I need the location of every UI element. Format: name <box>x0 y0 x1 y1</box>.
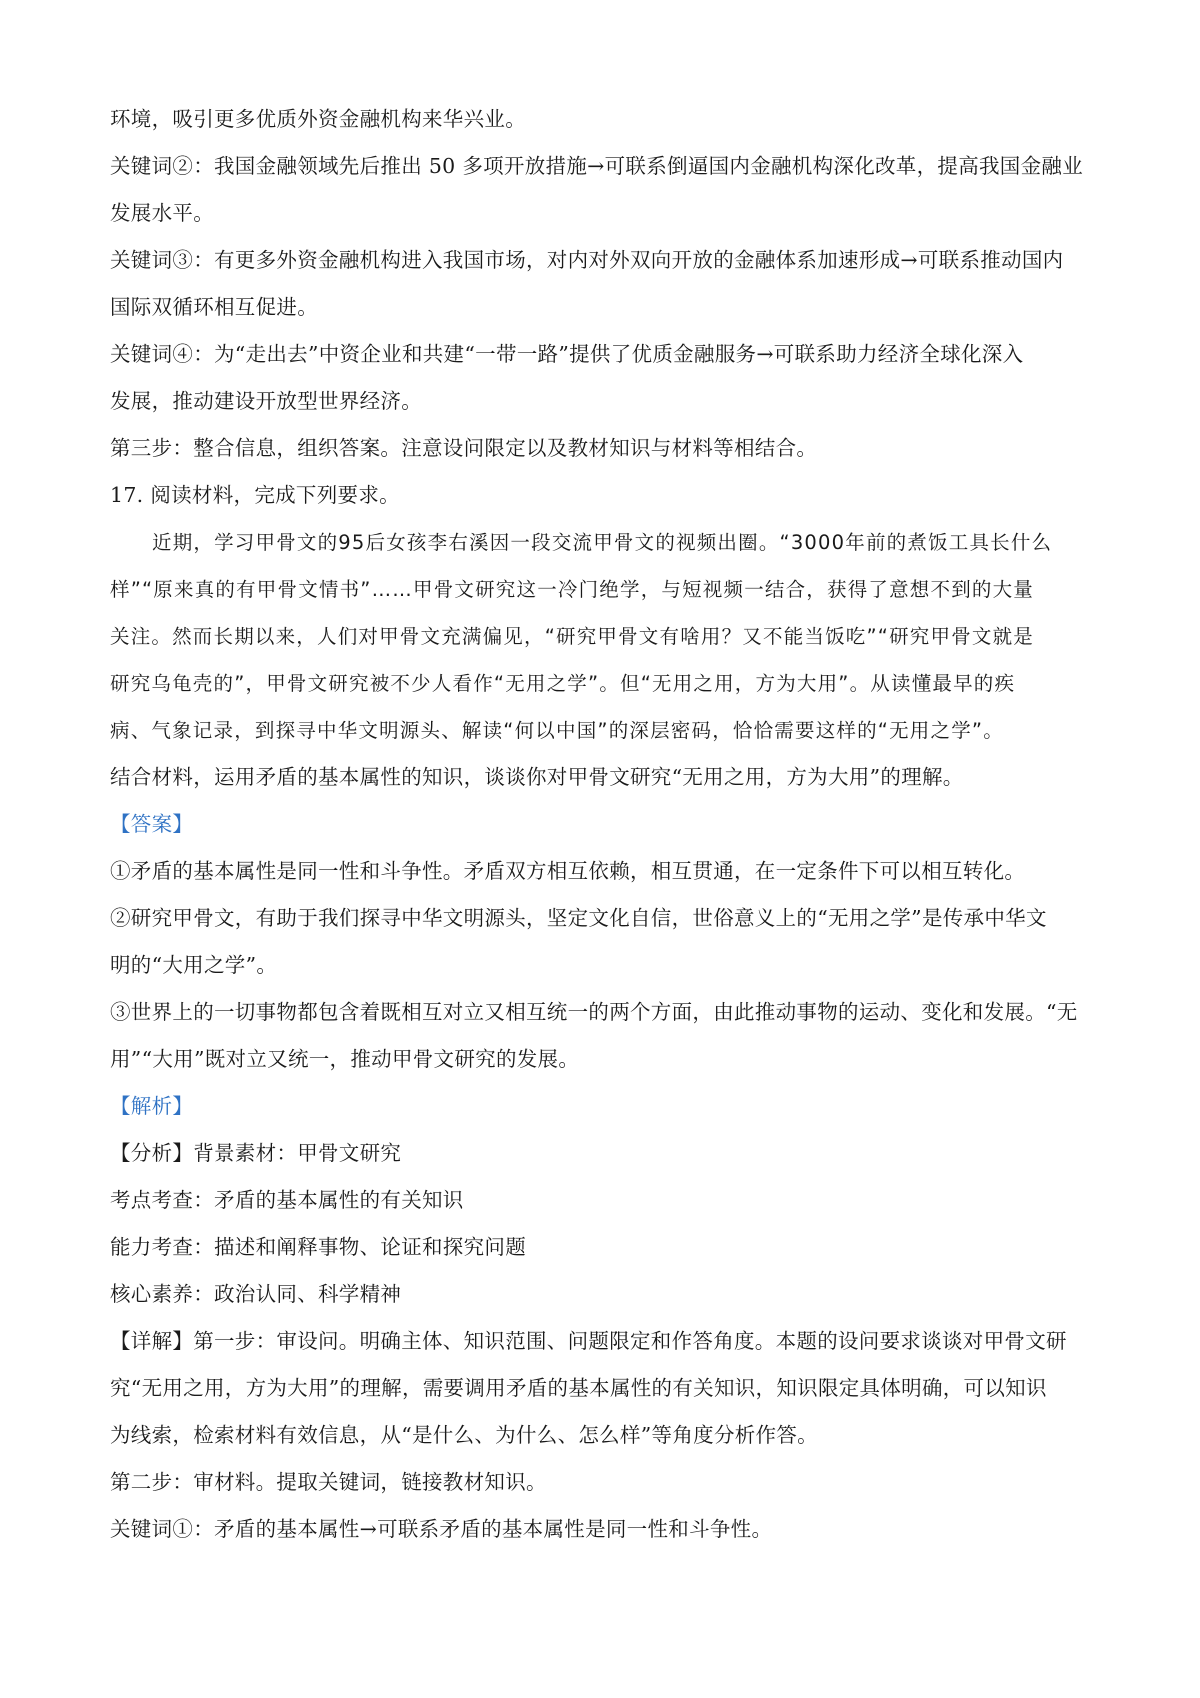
answer-line: 用”“大用”既对立又统一，推动甲骨文研究的发展。 <box>110 1047 580 1071</box>
document-page <box>110 96 1100 1553</box>
answer-line: ①矛盾的基本属性是同一性和斗争性。矛盾双方相互依赖，相互贯通，在一定条件下可以相互转化。 <box>110 859 1026 883</box>
question-heading: 17. 阅读材料，完成下列要求。 <box>110 483 400 507</box>
analysis-line: 考点考查：矛盾的基本属性的有关知识 <box>110 1188 464 1212</box>
detail-line: 【详解】第一步：审设问。明确主体、知识范围、问题限定和作答角度。本题的设问要求谈谈对甲骨文研 <box>110 1329 1067 1353</box>
answer-tag: 【答案】 <box>110 812 194 836</box>
material-line: 研究乌龟壳的”，甲骨文研究被不少人看作“无用之学”。但“无用之用，方为大用”。从读懂最早的疾 <box>110 672 1016 695</box>
text-line: 发展，推动建设开放型世界经济。 <box>110 389 422 413</box>
text-line: 关键词③：有更多外资金融机构进入我国市场，对内对外双向开放的金融体系加速形成→可联系推动国内 <box>110 248 1064 272</box>
detail-line: 究“无用之用，方为大用”的理解，需要调用矛盾的基本属性的有关知识，知识限定具体明确，可以知识 <box>110 1376 1047 1400</box>
text-line: 关键词②：我国金融领域先后推出 50 多项开放措施→可联系倒逼国内金融机构深化改革，提高我国金融业 <box>110 154 1083 178</box>
answer-line: 明的“大用之学”。 <box>110 953 278 977</box>
answer-line: ②研究甲骨文，有助于我们探寻中华文明源头，坚定文化自信，世俗意义上的“无用之学”是传承中华文 <box>110 906 1047 930</box>
text-line: 第三步：整合信息，组织答案。注意设问限定以及教材知识与材料等相结合。 <box>110 436 818 460</box>
material-line: 关注。然而长期以来，人们对甲骨文充满偏见，“研究甲骨文有啥用？又不能当饭吃”“研究甲骨文就是 <box>110 625 1035 648</box>
detail-line: 关键词①：矛盾的基本属性→可联系矛盾的基本属性是同一性和斗争性。 <box>110 1517 773 1541</box>
analysis-line: 【分析】背景素材：甲骨文研究 <box>110 1141 402 1165</box>
material-line: 样”“原来真的有甲骨文情书”……甲骨文研究这一冷门绝学，与短视频一结合，获得了意想不到的大量 <box>110 578 1035 601</box>
analysis-tag: 【解析】 <box>110 1094 194 1118</box>
material-line: 病、气象记录，到探寻中华文明源头、解读“何以中国”的深层密码，恰恰需要这样的“无用之学”。 <box>110 719 1004 742</box>
material-line: 近期，学习甲骨文的95后女孩李右溪因一段交流甲骨文的视频出圈。“3000年前的煮饭工具长什么 <box>152 531 1053 554</box>
analysis-line: 能力考查：描述和阐释事物、论证和探究问题 <box>110 1235 526 1259</box>
question-prompt: 结合材料，运用矛盾的基本属性的知识，谈谈你对甲骨文研究“无用之用，方为大用”的理解。 <box>110 765 964 789</box>
text-line: 关键词④：为“走出去”中资企业和共建“一带一路”提供了优质金融服务→可联系助力经济全球化深入 <box>110 342 1024 366</box>
text-line: 发展水平。 <box>110 201 214 225</box>
detail-line: 为线索，检索材料有效信息，从“是什么、为什么、怎么样”等角度分析作答。 <box>110 1423 818 1447</box>
answer-line: ③世界上的一切事物都包含着既相互对立又相互统一的两个方面，由此推动事物的运动、变化和发展。“无 <box>110 1000 1078 1024</box>
analysis-line: 核心素养：政治认同、科学精神 <box>110 1282 402 1306</box>
text-line: 环境，吸引更多优质外资金融机构来华兴业。 <box>110 107 526 131</box>
text-line: 国际双循环相互促进。 <box>110 295 318 319</box>
detail-line: 第二步：审材料。提取关键词，链接教材知识。 <box>110 1470 547 1494</box>
